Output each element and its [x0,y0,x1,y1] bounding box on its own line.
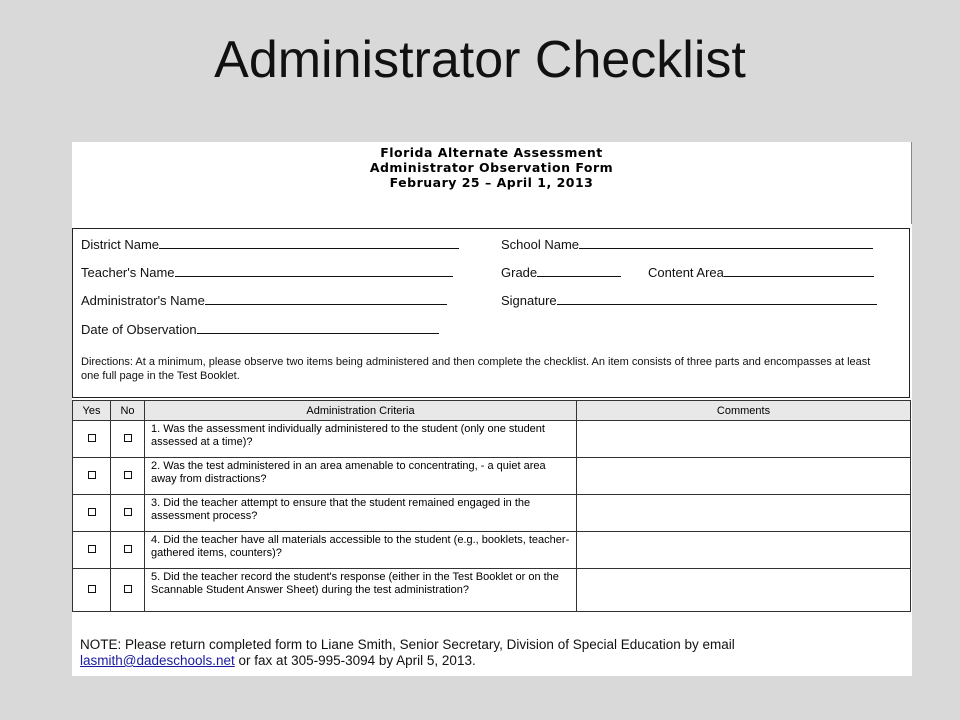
table-row [73,569,911,612]
return-note [80,637,900,669]
criteria-cell: 5. Did the teacher record the student's response (either in the Test Booklet or on the Scannable Student Answer Sheet) during the test administration? [145,569,577,612]
table-row [73,458,911,495]
table-row [73,532,911,569]
comments-cell[interactable] [577,495,911,532]
table-header-row [73,401,911,421]
yes-checkbox[interactable] [88,434,96,442]
no-checkbox[interactable] [124,508,132,516]
yes-checkbox[interactable] [88,585,96,593]
criteria-cell: 4. Did the teacher have all materials accessible to the student (e.g., booklets, teacher-gathered items, counters)? [145,532,577,569]
form-header-line-3: February 25 – April 1, 2013 [389,175,594,190]
comments-cell[interactable] [577,569,911,612]
comments-column-header: Comments [577,401,911,421]
criteria-cell: 2. Was the test administered in an area amenable to concentrating, - a quiet area away from distractions? [145,458,577,495]
criteria-column-header: Administration Criteria [145,401,577,421]
content-area-field[interactable]: Content Area [648,265,874,280]
yes-checkbox[interactable] [88,545,96,553]
grade-field[interactable]: Grade [501,265,621,280]
signature-field[interactable]: Signature [501,293,877,308]
no-column-header: No [111,401,145,421]
email-link[interactable]: lasmith@dadeschools.net [80,653,235,668]
directions-text: Directions: At a minimum, please observe two items being administered and then complete the checklist. An item consists of three parts and encompasses at least one full page in the Test Booklet. [81,356,871,382]
info-box [72,228,910,398]
administrators-name-field[interactable]: Administrator's Name [81,293,447,308]
table-row [73,421,911,458]
observation-form [72,142,912,676]
comments-cell[interactable] [577,458,911,495]
form-header [72,142,912,224]
comments-cell[interactable] [577,532,911,569]
school-name-field[interactable]: School Name [501,237,873,252]
criteria-table [72,400,911,612]
district-name-field[interactable]: District Name [81,237,459,252]
table-row [73,495,911,532]
date-of-observation-field[interactable]: Date of Observation [81,322,439,337]
teachers-name-field[interactable]: Teacher's Name [81,265,453,280]
criteria-cell: 3. Did the teacher attempt to ensure that the student remained engaged in the assessment process? [145,495,577,532]
no-checkbox[interactable] [124,545,132,553]
note-text: NOTE: Please return completed form to Liane Smith, Senior Secretary, Division of Special Education by email [80,637,735,652]
yes-column-header: Yes [73,401,111,421]
form-header-line-2: Administrator Observation Form [369,160,614,175]
no-checkbox[interactable] [124,434,132,442]
yes-checkbox[interactable] [88,508,96,516]
form-header-line-1: Florida Alternate Assessment [380,145,603,160]
note-suffix: or fax at 305-995-3094 by April 5, 2013. [234,653,476,668]
slide-title: Administrator Checklist [214,31,746,89]
no-checkbox[interactable] [124,471,132,479]
comments-cell[interactable] [577,421,911,458]
no-checkbox[interactable] [124,585,132,593]
yes-checkbox[interactable] [88,471,96,479]
criteria-cell: 1. Was the assessment individually administered to the student (only one student assessed at a time)? [145,421,577,458]
